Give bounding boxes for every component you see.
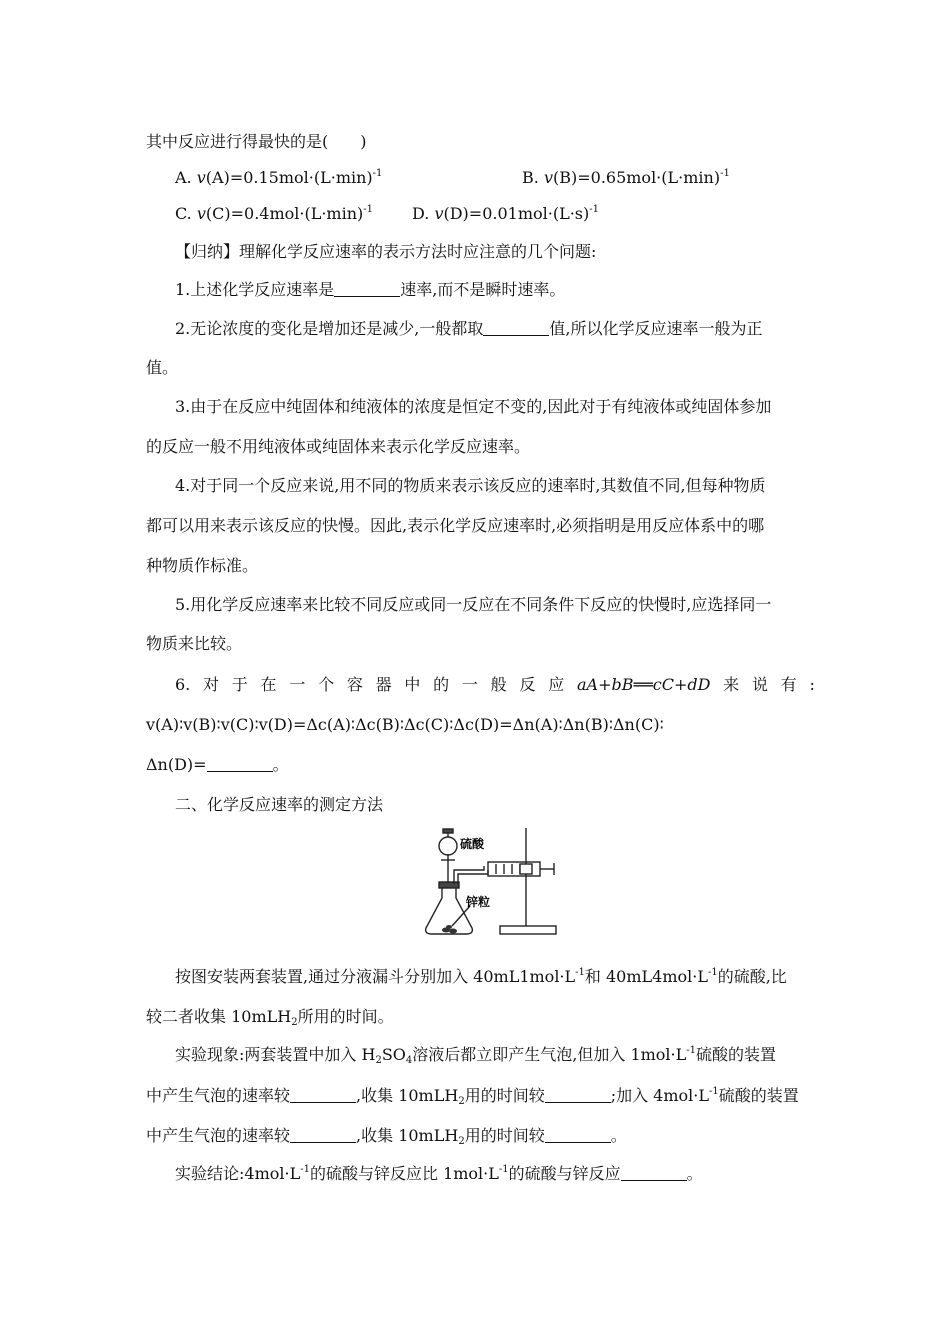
answer-blank[interactable] bbox=[545, 1126, 611, 1143]
point-6-word: 个 bbox=[318, 675, 335, 694]
point-5: 5.用化学反应速率来比较不同反应或同一反应在不同条件下反应的快慢时,应选择同一 bbox=[175, 595, 772, 614]
question-intro: 其中反应进行得最快的是( ) bbox=[146, 132, 367, 151]
point-4-cont2: 种物质作标准。 bbox=[146, 556, 259, 575]
point-6-word: 在 bbox=[260, 675, 277, 694]
point-6-word: 说 bbox=[751, 675, 768, 694]
point-6-word: 一 bbox=[289, 675, 306, 694]
point-6-word: 容 bbox=[346, 675, 363, 694]
answer-blank[interactable] bbox=[290, 1126, 356, 1143]
point-3-cont: 的反应一般不用纯液体或纯固体来表示化学反应速率。 bbox=[146, 437, 531, 456]
answer-blank[interactable] bbox=[545, 1086, 611, 1103]
point-6-word: 般 bbox=[490, 675, 507, 694]
phenomenon-line-1: 实验现象:两套装置中加入 $H_2SO_4$溶液后都立即产生气泡,但加入 $1mol\cdot L^{-1}$硫酸的装置 bbox=[175, 1045, 777, 1066]
phenomenon-line-3: 中产生气泡的速率较 ,收集 10mLH$_2$用的时间较 。 bbox=[146, 1126, 627, 1147]
point-6-word: : bbox=[809, 675, 815, 694]
point-6-word: 对 bbox=[203, 675, 220, 694]
section-2-title: 二、化学反应速率的测定方法 bbox=[175, 795, 384, 814]
point-6-word: 一 bbox=[461, 675, 478, 694]
answer-blank[interactable] bbox=[621, 1164, 687, 1181]
point-3: 3.由于在反应中纯固体和纯液体的浓度是恒定不变的,因此对于有纯液体或纯固体参加 bbox=[175, 397, 772, 416]
option-b: B. $v(B)=0.65mol\cdot(L\cdot\min)^{-1}$ bbox=[522, 168, 730, 187]
conclusion-line: 实验结论$:4mol\cdot L^{-1}$的硫酸与锌反应比 $1mol\cdot L^{-1}$的硫酸与锌反应 。 bbox=[175, 1164, 703, 1183]
summary-heading: 【归纳】理解化学反应速率的表示方法时应注意的几个问题: bbox=[175, 242, 597, 261]
point-2: 2.无论浓度的变化是增加还是减少,一般都取 值,所以化学反应速率一般为正 bbox=[175, 319, 763, 338]
point-6-word: 于 bbox=[231, 675, 248, 694]
option-c: C. $v(C)=0.4mol\cdot(L\cdot\min)^{-1}$ bbox=[175, 204, 374, 223]
point-6-word: 来 bbox=[723, 675, 740, 694]
point-6-last: Δn(D)= 。 bbox=[146, 755, 289, 774]
point-6-word: 6. bbox=[175, 675, 191, 694]
point-6-ratio: v(A)∶v(B)∶v(C)∶v(D)=Δc(A)∶Δc(B)∶Δc(C)∶Δc(D)=Δn(A)∶Δn(B)∶Δn(C)∶ bbox=[146, 715, 664, 734]
point-1: 1.上述化学反应速率是 速率,而不是瞬时速率。 bbox=[175, 280, 566, 299]
point-6-word: 的 bbox=[433, 675, 450, 694]
point-5-cont: 物质来比较。 bbox=[146, 634, 243, 653]
zinc-label: 锌粒 bbox=[466, 895, 491, 909]
answer-blank[interactable] bbox=[290, 1086, 356, 1103]
acid-label: 硫酸 bbox=[460, 837, 485, 851]
point-4: 4.对于同一个反应来说,用不同的物质来表示该反应的速率时,其数值不同,但每种物质 bbox=[175, 476, 766, 495]
point-6-word: 应 bbox=[548, 675, 565, 694]
answer-blank[interactable] bbox=[483, 319, 549, 336]
point-6 bbox=[175, 674, 815, 696]
apparatus-figure bbox=[420, 826, 560, 942]
point-6-word: 有 bbox=[780, 675, 797, 694]
experiment-line-2: 较二者收集 10mLH$_2$所用的时间。 bbox=[146, 1007, 394, 1028]
point-6-word: 器 bbox=[375, 675, 392, 694]
option-a: A. $v(A)=0.15mol\cdot(L\cdot\min)^{-1}$ bbox=[175, 168, 383, 187]
point-6-word: 中 bbox=[404, 675, 421, 694]
reaction-equation: aA+bB══cC+dD bbox=[576, 675, 711, 694]
point-2-cont: 值。 bbox=[146, 358, 179, 377]
apparatus-diagram bbox=[420, 826, 560, 938]
experiment-line-1: 按图安装两套装置,通过分液漏斗分别加入 $40mL1mol\cdot L^{-1}$和 $40mL4mol\cdot L^{-1}$的硫酸,比 bbox=[175, 967, 787, 986]
phenomenon-line-2: 中产生气泡的速率较 ,收集 10mLH$_2$用的时间较 ;加入 $4mol\cdot L^{-1}$硫酸的装置 bbox=[146, 1086, 799, 1107]
option-d: D. $v(D)=0.01mol\cdot(L\cdot s)^{-1}$ bbox=[412, 204, 599, 223]
answer-blank[interactable] bbox=[207, 755, 273, 772]
point-4-cont: 都可以用来表示该反应的快慢。因此,表示化学反应速率时,必须指明是用反应体系中的哪 bbox=[146, 516, 765, 535]
point-6-word: 反 bbox=[519, 675, 536, 694]
answer-blank[interactable] bbox=[334, 280, 400, 297]
